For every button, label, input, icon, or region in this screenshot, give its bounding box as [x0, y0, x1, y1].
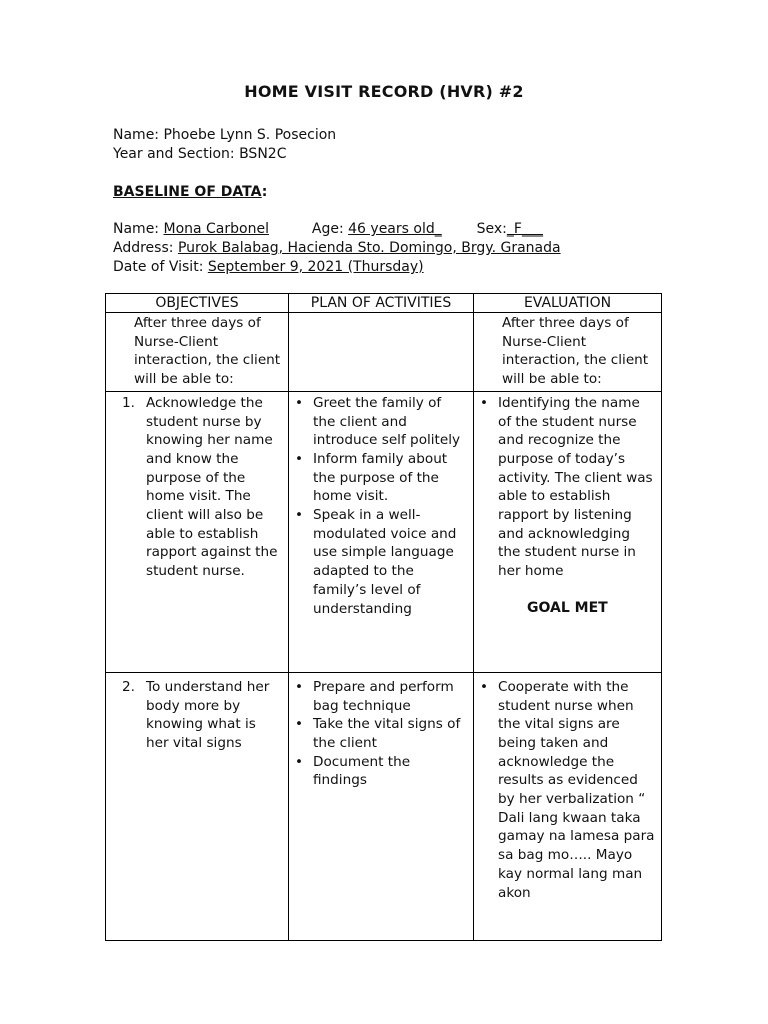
- table-row: [106, 672, 662, 940]
- client-address-line: [113, 239, 561, 258]
- list-item: [474, 394, 661, 581]
- visit-date-line: [113, 258, 424, 277]
- list-item-text: Document the findings: [313, 753, 411, 789]
- list-item-text: Speak in a well-modulated voice and use simple language adapted to the family’s level of understanding: [313, 507, 457, 617]
- baseline-heading-colon: :: [261, 184, 268, 200]
- table-header-row: [106, 294, 662, 313]
- client-sex-value: _F___: [506, 221, 543, 237]
- visit-date-value: September 9, 2021 (Thursday): [207, 259, 424, 275]
- goal-status: GOAL MET: [527, 599, 608, 616]
- hvr-table: [105, 293, 662, 941]
- bullet-icon: •: [294, 450, 303, 467]
- list-item-text: Cooperate with the student nurse when the vital signs are being taken and acknowledge the results as evidenced by her verbalization “ Dali lang kwaan taka gamay na lamesa para sa bag mo….. Mayo kay normal lang man akon: [498, 678, 655, 901]
- list-item-text: Prepare and perform bag technique: [313, 678, 454, 714]
- list-item: [289, 678, 473, 715]
- evaluation-list: [474, 392, 661, 581]
- list-item: [289, 450, 473, 506]
- table-row: [106, 391, 662, 672]
- objective-item: [106, 676, 288, 753]
- client-name-label: Name:: [113, 221, 160, 237]
- activities-list: [289, 392, 473, 618]
- header-evaluation: EVALUATION: [474, 294, 662, 313]
- activities-list: [289, 676, 473, 790]
- year-section-label: Year and Section:: [113, 146, 235, 162]
- objective-number: 2.: [122, 678, 135, 695]
- header-plan-of-activities: PLAN OF ACTIVITIES: [289, 294, 474, 313]
- client-info-line: [113, 220, 543, 239]
- visit-date-label: Date of Visit:: [113, 259, 204, 275]
- list-item-text: Greet the family of the client and introduce self politely: [313, 394, 461, 449]
- client-age-label: Age:: [311, 221, 344, 237]
- list-item: [289, 715, 473, 752]
- list-item: [289, 506, 473, 618]
- list-item-text: Inform family about the purpose of the home visit.: [313, 450, 448, 505]
- objective-text: To understand her body more by knowing what is her vital signs: [146, 678, 270, 751]
- bullet-icon: •: [294, 716, 303, 733]
- list-item: [289, 394, 473, 450]
- year-section-value: BSN2C: [239, 146, 287, 162]
- table-intro-row: [106, 313, 662, 392]
- header-objectives: OBJECTIVES: [106, 294, 289, 313]
- baseline-heading-text: BASELINE OF DATA: [113, 184, 262, 200]
- evaluation-list: [474, 676, 661, 902]
- client-address-value: Purok Balabag, Hacienda Sto. Domingo, Brgy. Granada: [177, 240, 561, 256]
- client-name-value: Mona Carbonel: [163, 221, 269, 237]
- student-name-label: Name:: [113, 127, 160, 143]
- bullet-icon: •: [294, 678, 303, 695]
- year-section-line: [113, 145, 286, 164]
- objective-item: [106, 392, 288, 581]
- objective-number: 1.: [122, 394, 135, 411]
- client-age-value: 46 years old_: [348, 221, 442, 237]
- list-item-text: Take the vital signs of the client: [313, 716, 461, 751]
- client-sex-label: Sex:: [476, 221, 507, 237]
- list-item: [289, 753, 473, 790]
- activities-intro-empty: [289, 313, 474, 392]
- bullet-icon: •: [294, 753, 303, 770]
- objective-intro: After three days of Nurse-Client interaction, the client will be able to:: [134, 315, 281, 388]
- client-address-label: Address:: [113, 240, 174, 256]
- bullet-icon: •: [294, 394, 303, 411]
- list-item-text: Identifying the name of the student nurse and recognize the purpose of today’s activity. The client was able to establish rapport by listening and acknowledging the student nurse in her home: [498, 394, 653, 580]
- objective-text: Acknowledge the student nurse by knowing her name and know the purpose of the home visit. The client will also be able to establish rapport against the student nurse.: [146, 394, 278, 580]
- baseline-heading: [113, 183, 267, 202]
- student-name-line: [113, 126, 336, 145]
- bullet-icon: •: [294, 507, 303, 524]
- document-title: HOME VISIT RECORD (HVR) #2: [244, 82, 524, 101]
- evaluation-intro: After three days of Nurse-Client interaction, the client will be able to:: [502, 315, 649, 388]
- list-item: [474, 678, 661, 902]
- bullet-icon: •: [479, 678, 488, 695]
- student-name-value: Phoebe Lynn S. Posecion: [163, 127, 337, 143]
- bullet-icon: •: [479, 394, 488, 411]
